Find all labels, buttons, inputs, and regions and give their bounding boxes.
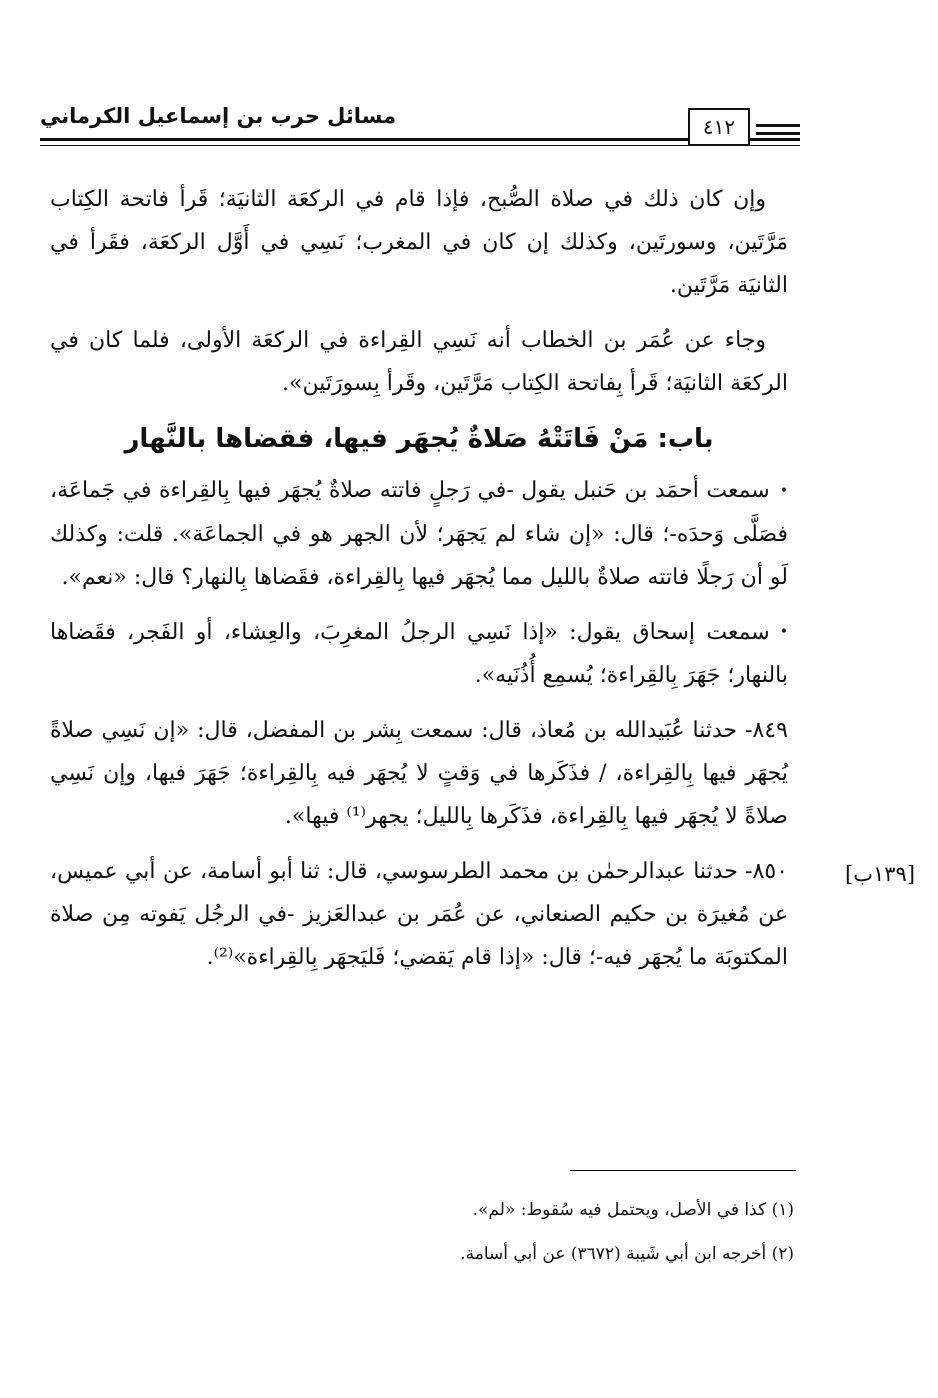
bullet-icon: • (779, 624, 788, 640)
page-number: ٤١٢ (688, 108, 750, 146)
header-ornament (756, 132, 800, 135)
book-title: مسائل حرب بن إسماعيل الكرماني (40, 104, 397, 128)
footnotes (50, 1188, 794, 1276)
paragraph-text: سمعت أحمَد بن حَنبل يقول -في رَجلٍ فاتته صلاةٌ يُجهَر فيها بِالقِراءة في جَماعَة، فصَلَّى وَحدَه-؛ قال: «إن شاء لم يَجهَر؛ لأن الجهر هو في الجماعَة». قلت: وكذلك لَو أن رَجلًا فاتته صلاةٌ بالليل مما يُجهَر فيها بِالقِراءة، فقَضاها بِالنهار؟ قال: «نعم». (50, 478, 788, 590)
paragraph: وإن كان ذلك في صلاة الصُّبح، فإذا قام في الركعَة الثانيَة؛ قَرأ فاتحة الكِتاب مَرَّتَين، وسورتَين، وكذلك إن كان في المغرب؛ نَسِي في أَوَّل الركعَة، فقَرأ في الثانيَة مَرَّتَين. (50, 187, 788, 298)
section-heading: باب: مَنْ فَاتَتْهُ صَلاةٌ يُجهَر فيها، فقضاها بالنَّهار (124, 424, 714, 454)
paragraph-bullet (50, 469, 788, 599)
paragraph-bullet (50, 611, 788, 698)
page-header (40, 96, 800, 156)
bullet-icon: • (779, 482, 788, 499)
footnote-separator (570, 1170, 796, 1171)
paragraph-text: سمعت إسحاق يقول: «إذا نَسِي الرجلُ المغرِبَ، والعِشاء، أو الفَجر، فقَضاها بالنهار؛ جَهَرَ بِالقِراءة؛ يُسمِع أُذُنَيه». (50, 619, 788, 688)
footnote: (٢) أخرجه ابن أبي شَيبة (٣٦٧٢) عن أبي أسامة. (460, 1244, 794, 1264)
hadith-paragraph: ٨٥٠- حدثنا عبدالرحمٰن بن محمد الطرسوسي، قال: ثنا أبو أسامة، عن أبي عميس، عن مُغيرَة بن حكيم الصنعاني، عن عُمَر بن عبدالعَزيز -في الرجُل يَفوته مِن صلاة المكتوبَة ما يُجهَر فيه-؛ قال: «إذا قام يَقضي؛ فَليَجهَر بِالقِراءة»⁽²⁾. (50, 859, 788, 970)
hadith-paragraph: ٨٤٩- حدثنا عُبَيدالله بن مُعاذ، قال: سمعت بِشر بن المفضل، قال: «إن نَسِي صلاةً يُجهَر فيها بِالقِراءة، / فذَكَرها في وَقتٍ لا يُجهَر فيه بِالقِراءة؛ جَهَرَ فيها، وإن نَسِي صلاةً لا يُجهَر فيها بِالقِراءة، فذَكَرها بِالليل؛ يجهر⁽¹⁾ فيها». (50, 718, 788, 829)
manuscript-folio-marker: [١٣٩ب] (845, 862, 916, 886)
header-rule-thin (40, 145, 800, 146)
header-ornament (756, 124, 800, 127)
footnote: (١) كذا في الأصل، ويحتمل فيه سُقوط: «لم». (472, 1200, 794, 1220)
paragraph: وجاء عن عُمَر بن الخطاب أنه نَسِي القِراءة في الركعَة الأولى، فلما كان في الركعَة الثانيَة؛ قَرأ بِفاتحة الكِتاب مَرَّتَين، وقَرأ بِسورَتَين». (50, 328, 788, 396)
header-rule-thick (40, 138, 800, 141)
page-body (50, 178, 788, 979)
